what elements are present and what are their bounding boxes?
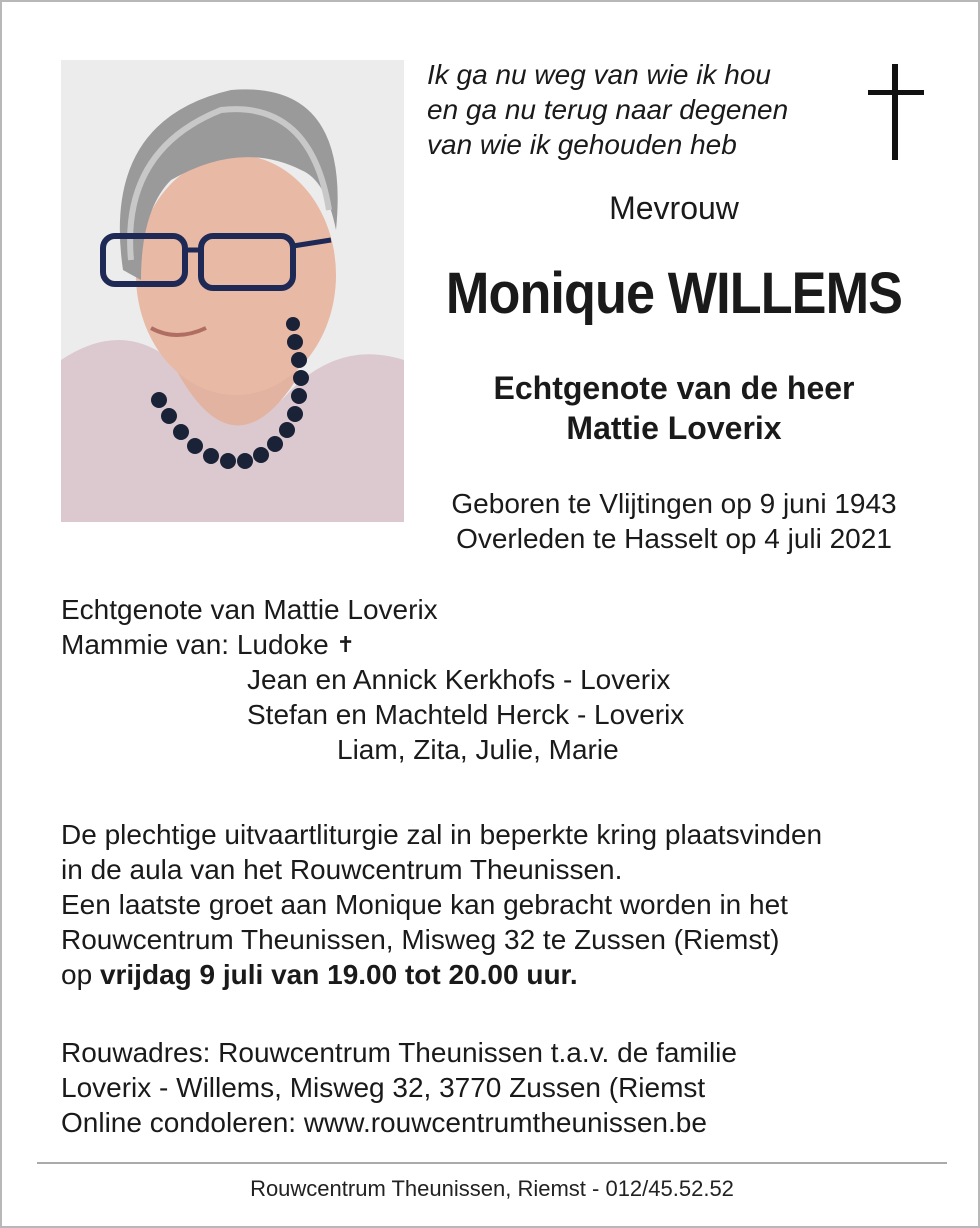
family-line	[61, 627, 941, 662]
condolence-line[interactable]: Online condoleren: www.rouwcentrumtheunissen.be	[61, 1107, 707, 1138]
birth-line: Geboren te Vlijtingen op 9 juni 1943	[451, 488, 897, 519]
funeral-line: Rouwcentrum Theunissen, Misweg 32 te Zussen (Riemst)	[61, 924, 780, 955]
footer: Rouwcentrum Theunissen, Riemst - 012/45.52.52	[250, 1176, 734, 1201]
deceased-cross-icon: ✝	[336, 632, 355, 657]
life-dates	[414, 486, 934, 556]
family-line: Stefan en Machteld Herck - Loverix	[247, 699, 685, 730]
funeral-line: Een laatste groet aan Monique kan gebracht worden in het	[61, 889, 788, 920]
portrait-photo	[61, 60, 404, 522]
divider	[37, 1162, 947, 1164]
title: Mevrouw	[609, 190, 739, 226]
poem-line: en ga nu terug naar degenen	[427, 94, 789, 125]
funeral-line: De plechtige uitvaartliturgie zal in beperkte kring plaatsvinden	[61, 819, 823, 850]
family-label: Mammie van: Ludoke	[61, 629, 329, 660]
address-line: Loverix - Willems, Misweg 32, 3770 Zussen (Riemst	[61, 1072, 706, 1103]
family-list	[61, 592, 941, 767]
spouse-line: Mattie Loverix	[566, 410, 782, 446]
poem-line: Ik ga nu weg van wie ik hou	[427, 59, 771, 90]
address-line: Rouwadres: Rouwcentrum Theunissen t.a.v. de familie	[61, 1037, 737, 1068]
funeral-prefix: op	[61, 959, 93, 990]
deceased-name: Monique WILLEMS	[445, 261, 903, 326]
family-line: Liam, Zita, Julie, Marie	[337, 734, 619, 765]
spouse-line: Echtgenote van de heer	[493, 370, 855, 406]
funeral-line	[61, 957, 822, 992]
poem-line: van wie ik gehouden heb	[427, 129, 737, 160]
funeral-line: in de aula van het Rouwcentrum Theunissen.	[61, 854, 623, 885]
portrait-illustration	[61, 60, 404, 522]
spouse-info	[414, 368, 934, 448]
funeral-time: vrijdag 9 juli van 19.00 tot 20.00 uur.	[99, 959, 578, 990]
funeral-info	[61, 817, 822, 992]
death-line: Overleden te Hasselt op 4 juli 2021	[456, 523, 892, 554]
family-line: Echtgenote van Mattie Loverix	[61, 594, 438, 625]
address-info	[61, 1035, 737, 1140]
family-line: Jean en Annick Kerkhofs - Loverix	[247, 664, 671, 695]
cross-icon	[864, 62, 928, 162]
poem	[427, 57, 847, 162]
